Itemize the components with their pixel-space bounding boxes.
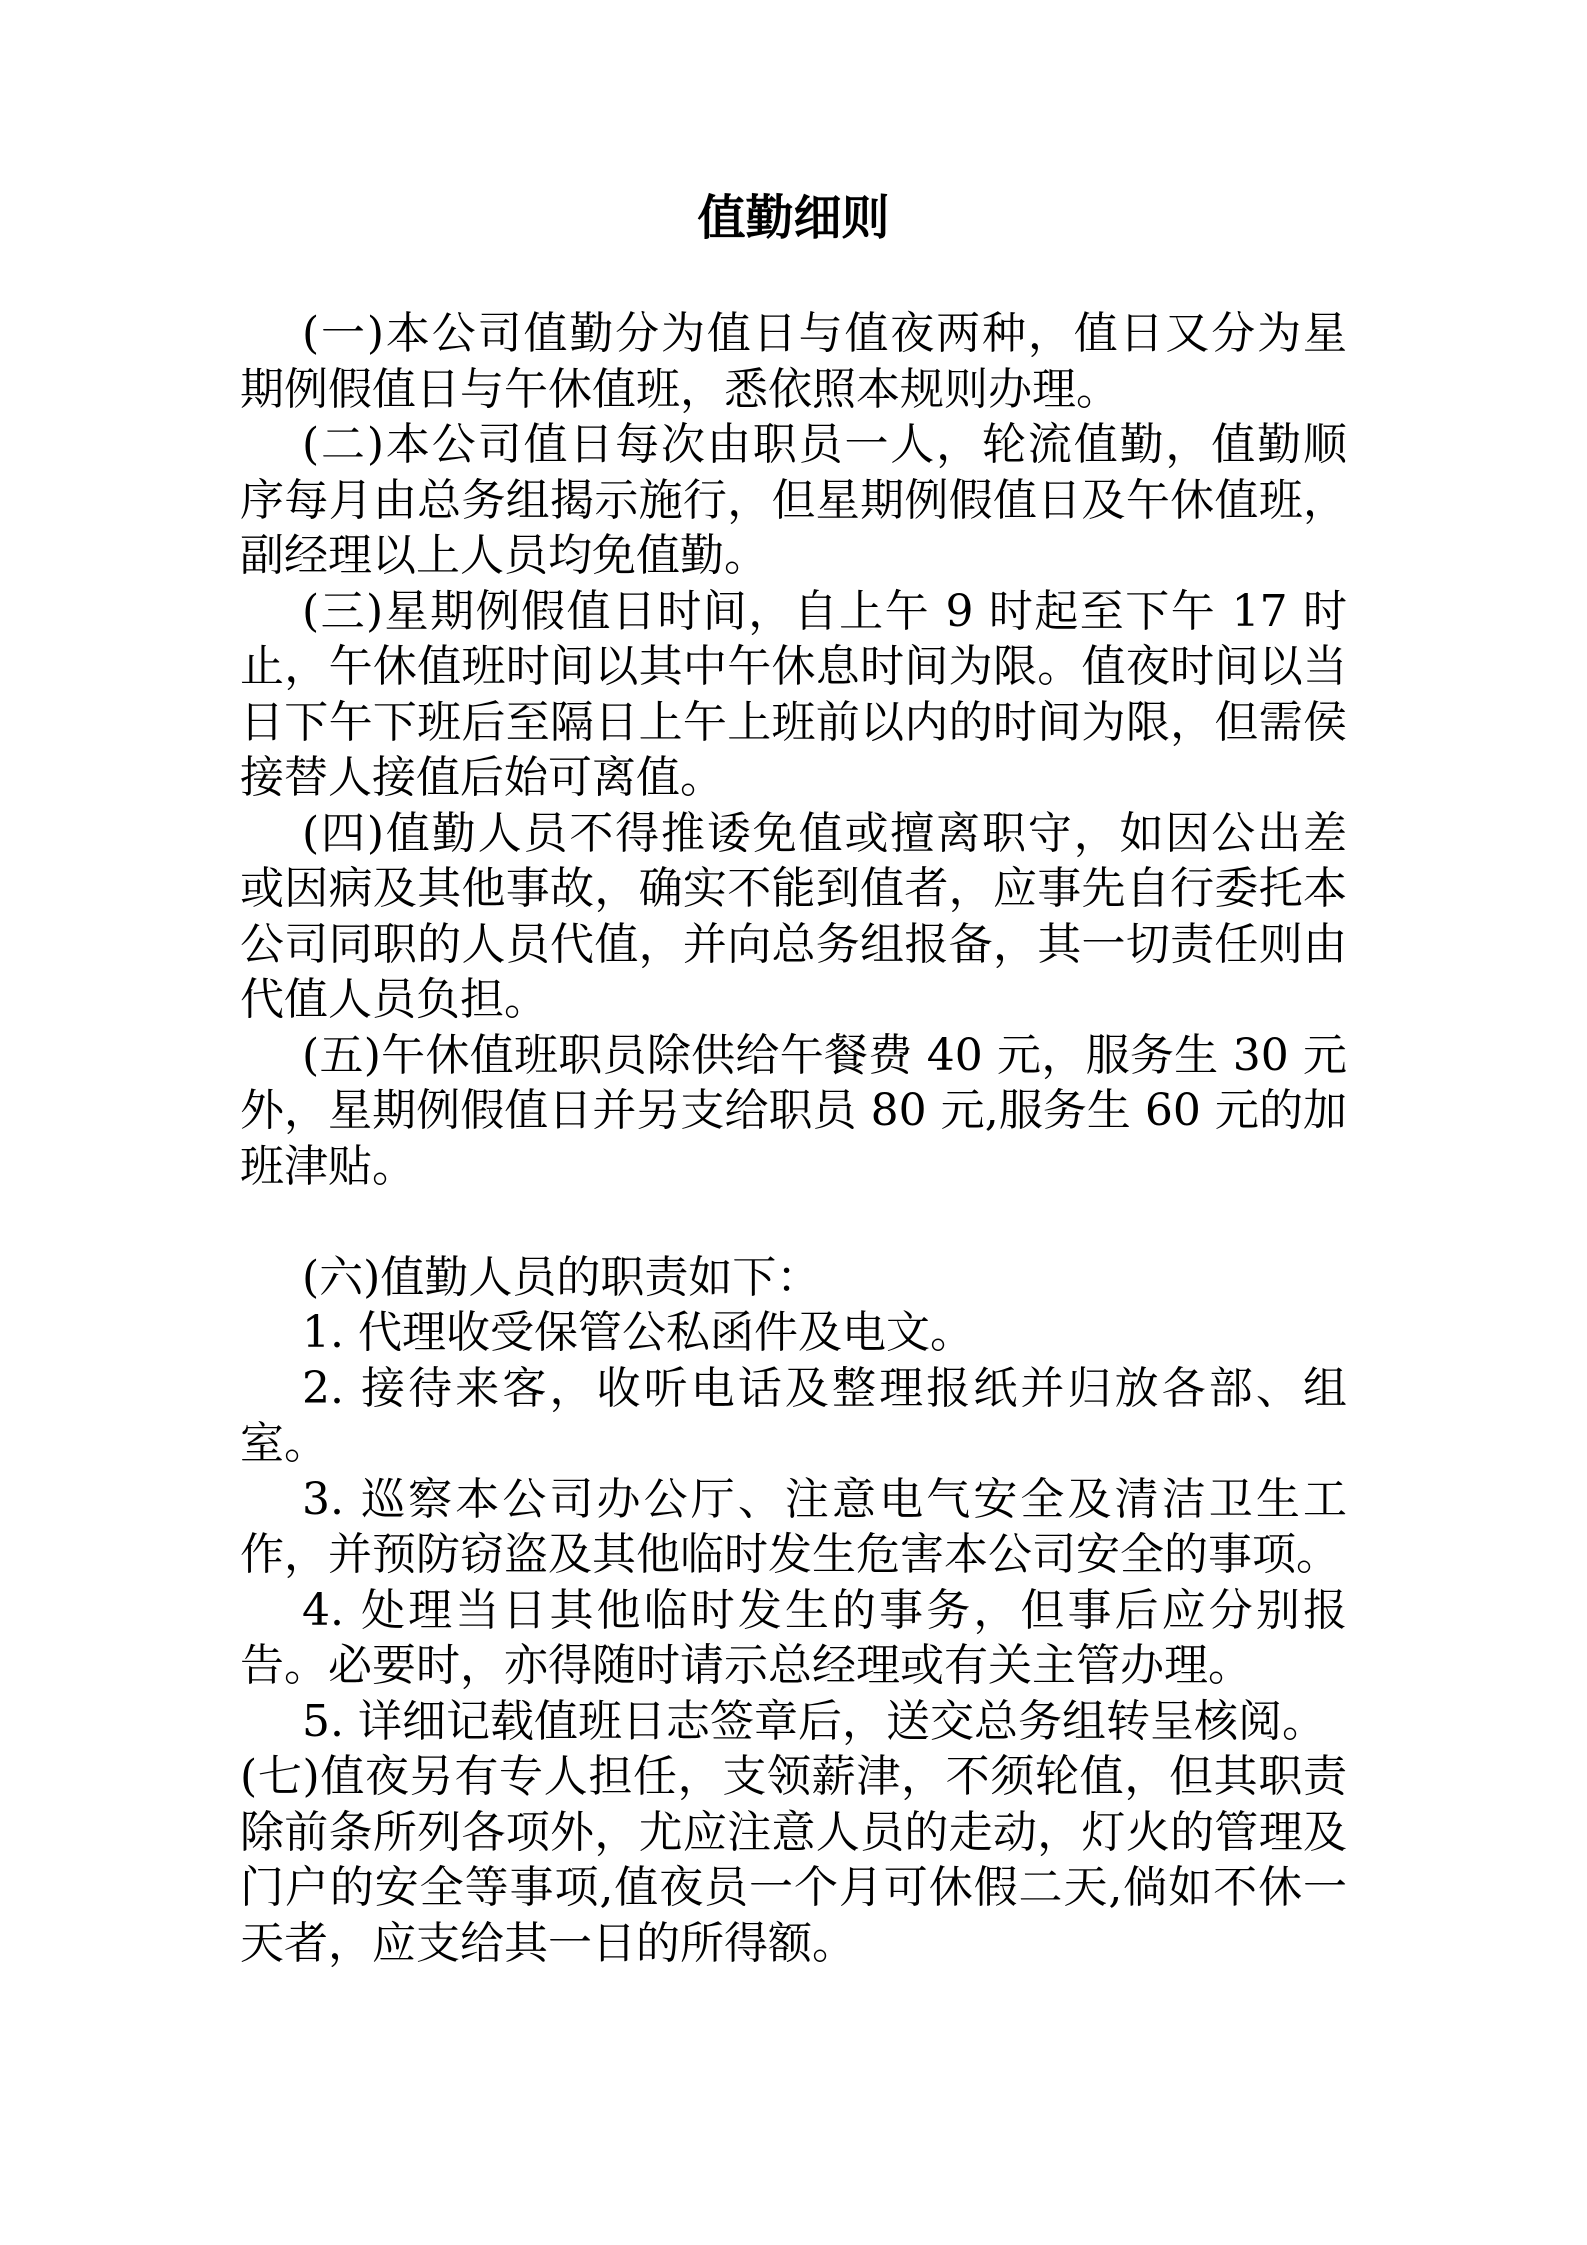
paragraph: (四)值勤人员不得推诿免值或擅离职守，如因公出差或因病及其他事故，确实不能到值者，应事先自行委托本公司同职的人员代值，并向总务组报备，其一切责任则由代值人员负担。: [240, 807, 1347, 1025]
paragraph: (六)值勤人员的职责如下：: [302, 1251, 821, 1303]
paragraph: 2. 接待来客，收听电话及整理报纸并归放各部、组室。: [240, 1362, 1347, 1469]
paragraph: 5. 详细记载值班日志签章后，送交总务组转呈核阅。: [302, 1695, 1326, 1747]
paragraph: (二)本公司值日每次由职员一人，轮流值勤，值勤顺序每月由总务组揭示施行，但星期例假值日及午休值班，副经理以上人员均免值勤。: [240, 419, 1347, 581]
paragraph: (三)星期例假值日时间，自上午 9 时起至下午 17 时止，午休值班时间以其中午休息时间为限。值夜时间以当日下午下班后至隔日上午上班前以内的时间为限，但需侯接替人接值后始可离值。: [240, 585, 1347, 803]
paragraph: (一)本公司值勤分为值日与值夜两种，值日又分为星期例假值日与午休值班，悉依照本规则办理。: [240, 308, 1347, 415]
page-title: 值勤细则: [697, 190, 890, 246]
paragraph: 1. 代理收受保管公私函件及电文。: [302, 1307, 974, 1358]
paragraph: (五)午休值班职员除供给午餐费 40 元，服务生 30 元外，星期例假值日并另支给职员 80 元,服务生 60 元的加班津贴。: [240, 1029, 1347, 1192]
paragraph: (七)值夜另有专人担任，支领薪津，不须轮值，但其职责除前条所列各项外，尤应注意人员的走动，灯火的管理及门户的安全等事项,值夜员一个月可休假二天,倘如不休一天者，应支给其一日的所得额。: [240, 1751, 1347, 1969]
document-body: [240, 306, 1347, 1971]
paragraph: 4. 处理当日其他临时发生的事务，但事后应分别报告。必要时，亦得随时请示总经理或有关主管办理。: [240, 1584, 1347, 1691]
paragraph: 3. 巡察本公司办公厅、注意电气安全及清洁卫生工作，并预防窃盗及其他临时发生危害本公司安全的事项。: [240, 1473, 1347, 1580]
